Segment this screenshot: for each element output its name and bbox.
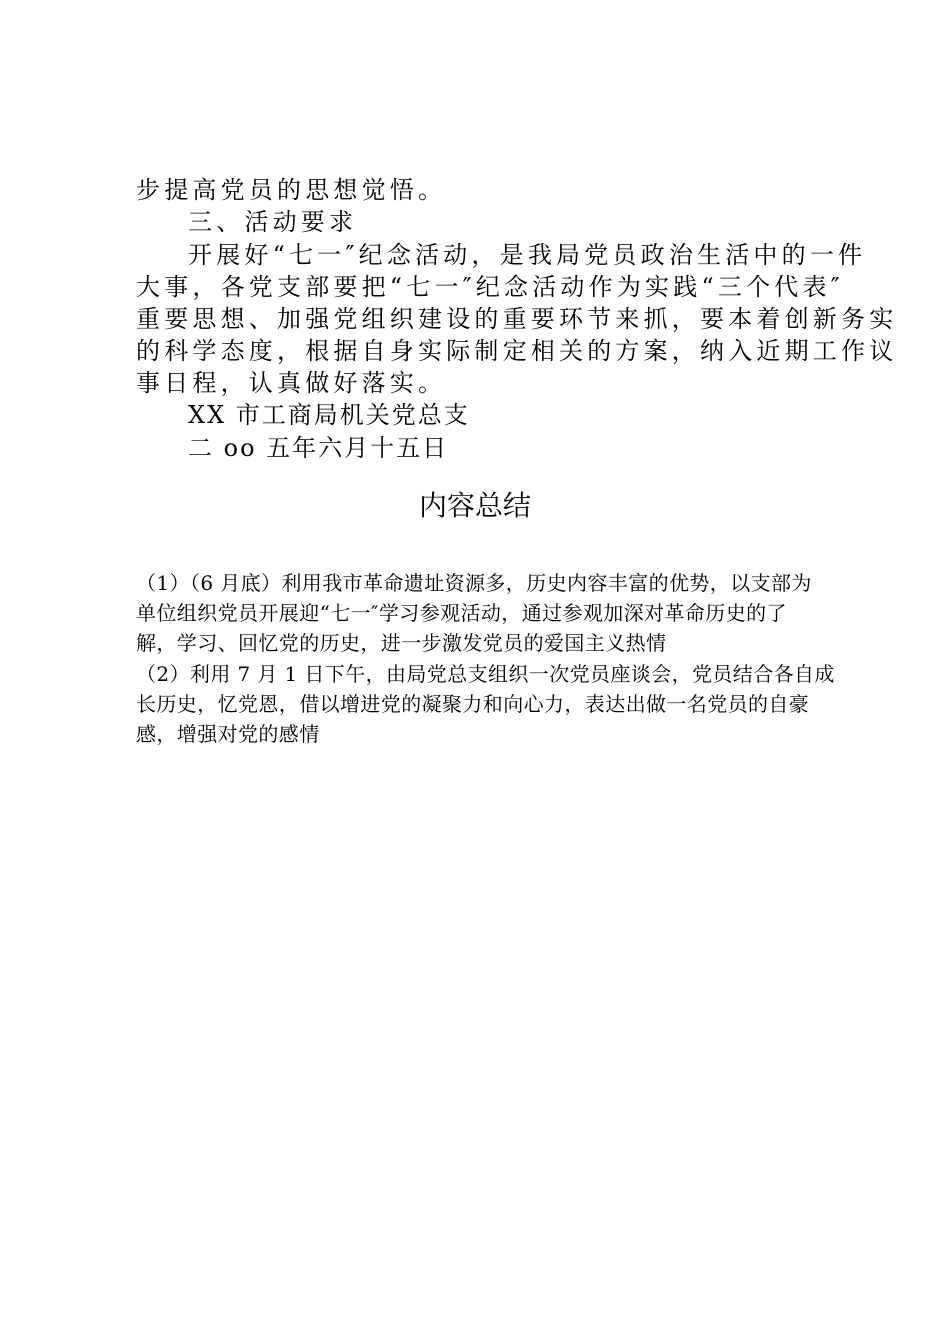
summary-title: 内容总结 [418, 489, 531, 522]
summary-line-5: 长历史，忆党恩，借以增进党的凝聚力和向心力，表达出做一名党员的自豪 [136, 692, 810, 716]
summary-line-1: （1）（6 月底）利用我市革命遗址资源多，历史内容丰富的优势，以支部为 [136, 571, 812, 595]
body-line-4: 大事，各党支部要把“七一″纪念活动作为实践“三个代表″ [136, 273, 844, 301]
summary-line-6: 感，增强对党的感情 [136, 722, 320, 746]
summary-line-2: 单位组织党员开展迎“七一″学习参观活动，通过参观加深对革命历史的了 [136, 601, 787, 625]
body-line-5: 重要思想、加强党组织建设的重要环节来抓，要本着创新务实 [136, 305, 898, 333]
body-line-1: 步提高党员的思想觉悟。 [136, 176, 447, 204]
body-line-7: 事日程，认真做好落实。 [136, 369, 447, 397]
summary-line-3: 解，学习、回忆党的历史，进一步激发党员的爱国主义热情 [136, 631, 667, 655]
signature-date: 二 oo 五年六月十五日 [188, 434, 449, 462]
body-line-3: 开展好“七一″纪念活动，是我局党员政治生活中的一件 [188, 241, 867, 269]
summary-line-4: （2）利用 7 月 1 日下午，由局党总支组织一次党员座谈会，党员结合各自成 [136, 662, 835, 686]
body-line-6: 的科学态度，根据自身实际制定相关的方案，纳入近期工作议 [136, 337, 898, 365]
section-heading-activity-requirements: 三、活动要求 [188, 208, 358, 236]
signature-organization: XX 市工商局机关党总支 [188, 401, 470, 429]
